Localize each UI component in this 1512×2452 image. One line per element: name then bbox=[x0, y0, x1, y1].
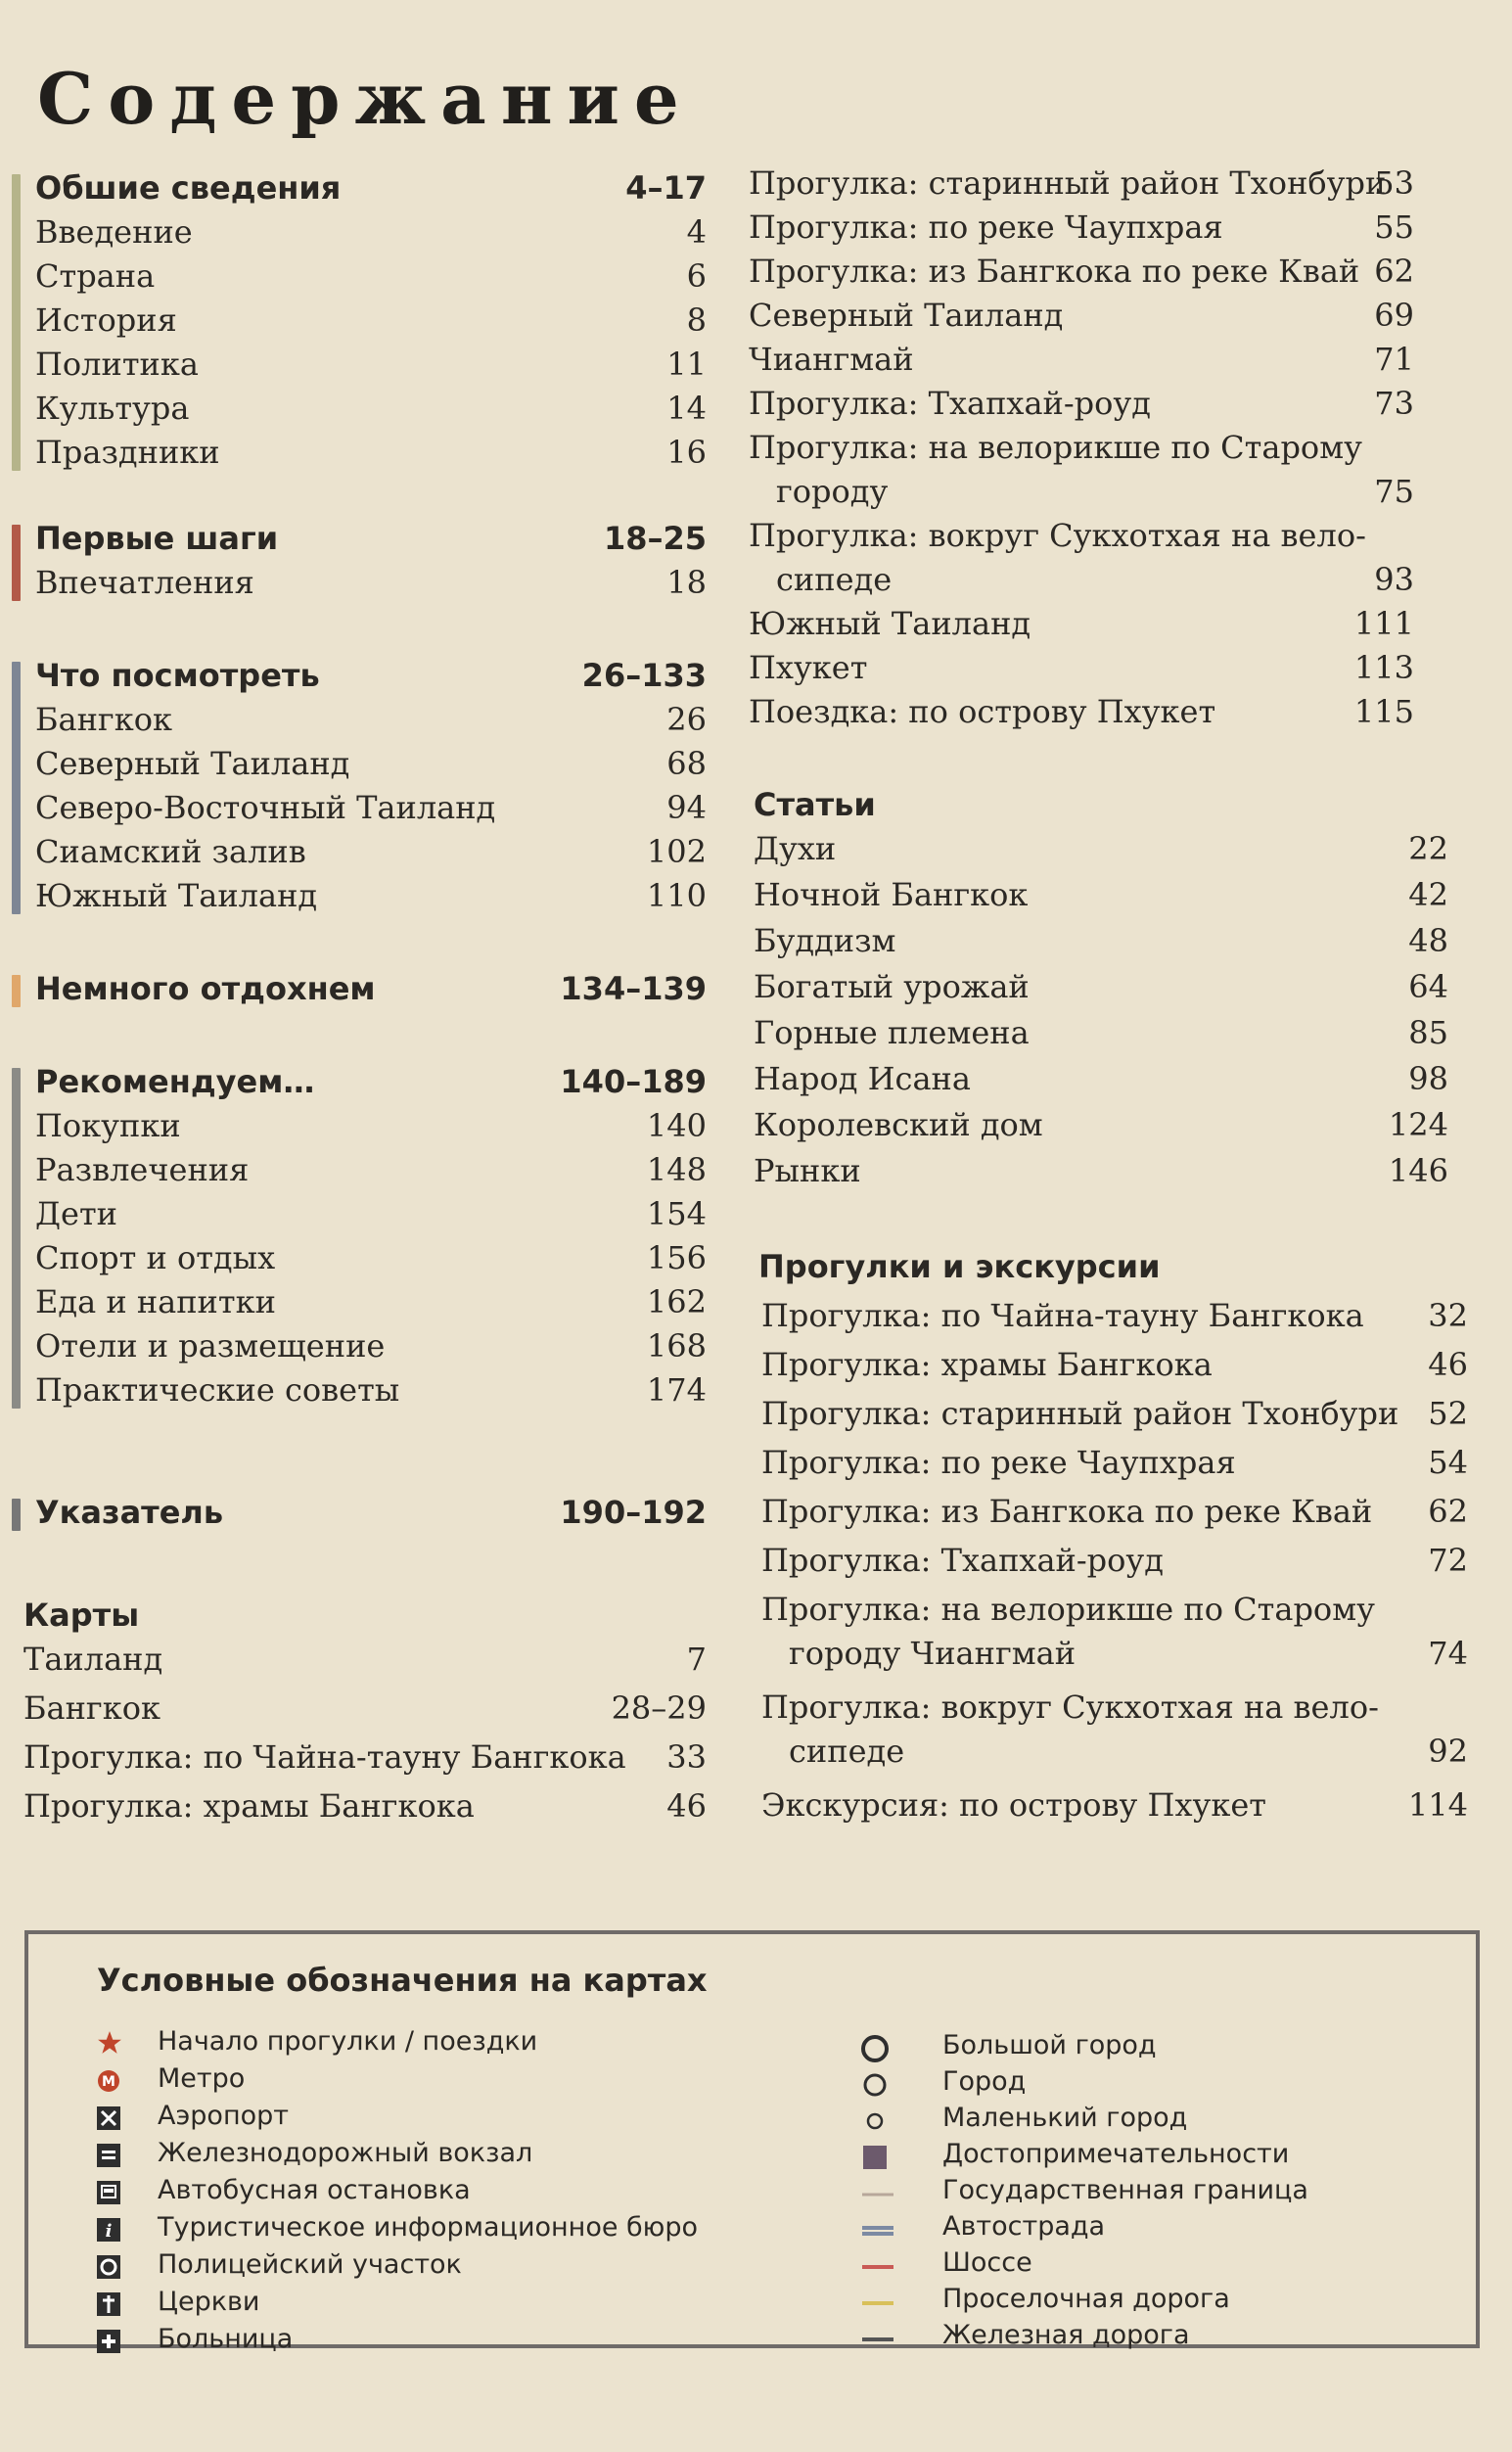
map-item-title: Прогулка: по Чайна-тауну Бангкока bbox=[23, 1738, 626, 1776]
toc-item bbox=[35, 874, 707, 918]
toc-item-page: 68 bbox=[666, 745, 707, 782]
walk-item-page: 54 bbox=[1428, 1444, 1468, 1481]
toc-item bbox=[35, 254, 707, 299]
toc-item bbox=[749, 646, 1414, 690]
toc-item-page: 174 bbox=[646, 1371, 707, 1409]
walk-item bbox=[761, 1392, 1468, 1436]
road-line-icon bbox=[860, 2251, 884, 2275]
toc-item-title: Страна bbox=[35, 257, 156, 295]
toc-item-page: 168 bbox=[646, 1327, 707, 1365]
section-heading-index-title: Указатель bbox=[35, 1494, 224, 1531]
article-item bbox=[754, 1103, 1448, 1147]
article-item-title: Рынки bbox=[754, 1152, 861, 1189]
legend-label: Начало прогулки / поездки bbox=[158, 2026, 538, 2057]
legend-label: Полицейский участок bbox=[158, 2249, 462, 2280]
walk-item-page: 92 bbox=[1428, 1733, 1468, 1770]
legend-label: Железная дорога bbox=[942, 2320, 1190, 2350]
section-heading-relax bbox=[35, 967, 707, 1011]
map-item-page: 7 bbox=[686, 1641, 707, 1678]
legend-label: Город bbox=[942, 2066, 1027, 2097]
toc-item-title-cont: городу bbox=[776, 473, 889, 510]
article-item-title: Богатый урожай bbox=[754, 968, 1030, 1005]
section-heading-recommend-page: 140–189 bbox=[560, 1063, 707, 1100]
walks-heading-title: Прогулки и экскурсии bbox=[758, 1248, 1161, 1285]
toc-item-title: Северо-Восточный Таиланд bbox=[35, 789, 496, 826]
toc-item-title: Прогулка: по реке Чаупхрая bbox=[749, 208, 1223, 246]
legend-label: Проселочная дорога bbox=[942, 2284, 1230, 2314]
walk-item-page: 62 bbox=[1428, 1493, 1468, 1530]
toc-item-page: 8 bbox=[686, 301, 707, 339]
maps-heading-title: Карты bbox=[23, 1596, 140, 1634]
toc-item bbox=[35, 1148, 707, 1192]
map-item bbox=[23, 1784, 707, 1828]
svg-text:i: i bbox=[105, 2221, 113, 2242]
toc-item-title: Северный Таиланд bbox=[35, 745, 350, 782]
toc-item bbox=[35, 786, 707, 830]
toc-item-cont bbox=[749, 470, 1414, 514]
map-item bbox=[23, 1687, 707, 1731]
toc-item-page: 55 bbox=[1374, 208, 1414, 246]
toc-item-page: 73 bbox=[1374, 385, 1414, 422]
country-road-line-icon bbox=[860, 2288, 884, 2311]
small-city-icon bbox=[860, 2106, 884, 2130]
section-heading-see bbox=[35, 654, 707, 698]
toc-item-title: Отели и размещение bbox=[35, 1327, 386, 1365]
map-item-title: Прогулка: храмы Бангкока bbox=[23, 1787, 475, 1825]
toc-item bbox=[35, 742, 707, 786]
toc-item-page: 93 bbox=[1374, 561, 1414, 598]
map-item bbox=[23, 1735, 707, 1780]
page-title: Содержание bbox=[37, 57, 694, 140]
map-item-page: 33 bbox=[666, 1738, 707, 1776]
map-item-page: 46 bbox=[666, 1787, 707, 1825]
hospital-icon bbox=[97, 2328, 120, 2351]
walk-item-title: Экскурсия: по острову Пхукет bbox=[761, 1786, 1266, 1824]
border-line-icon bbox=[860, 2179, 884, 2202]
toc-item-title-cont: сипеде bbox=[776, 561, 893, 598]
toc-item bbox=[35, 830, 707, 874]
map-item-title: Таиланд bbox=[23, 1641, 163, 1678]
article-item-page: 124 bbox=[1388, 1106, 1448, 1143]
toc-item-title: Практические советы bbox=[35, 1371, 400, 1409]
article-item-page: 85 bbox=[1408, 1014, 1448, 1051]
toc-item-page: 69 bbox=[1374, 297, 1414, 334]
highway-line-icon bbox=[860, 2215, 884, 2239]
toc-item-title: Культура bbox=[35, 390, 190, 427]
toc-item-page: 140 bbox=[646, 1107, 707, 1144]
section-heading-relax-page: 134–139 bbox=[560, 970, 707, 1007]
walk-item bbox=[761, 1294, 1468, 1338]
map-legend bbox=[24, 1930, 1480, 2354]
toc-item-page: 162 bbox=[646, 1283, 707, 1320]
toc-item-page: 6 bbox=[686, 257, 707, 295]
article-item-title: Народ Исана bbox=[754, 1060, 971, 1097]
legend-label: Туристическое информационное бюро bbox=[158, 2212, 699, 2243]
section-heading-general bbox=[35, 166, 707, 210]
walk-item bbox=[761, 1490, 1468, 1534]
toc-item-title: Покупки bbox=[35, 1107, 181, 1144]
toc-item-page: 148 bbox=[646, 1151, 707, 1188]
section-bar-general bbox=[12, 174, 21, 471]
toc-item-page: 16 bbox=[666, 434, 707, 471]
walk-item-page: 52 bbox=[1428, 1395, 1468, 1432]
toc-item-title: Прогулка: Тхапхай-роуд bbox=[749, 385, 1151, 422]
section-heading-index-page: 190–192 bbox=[560, 1494, 707, 1531]
article-item bbox=[754, 965, 1448, 1009]
toc-item-page: 11 bbox=[666, 346, 707, 383]
section-heading-recommend-title: Рекомендуем… bbox=[35, 1063, 315, 1100]
section-heading-first-steps-title: Первые шаги bbox=[35, 520, 279, 557]
maps-heading bbox=[23, 1594, 707, 1638]
walk-item-cont bbox=[761, 1730, 1468, 1774]
toc-item-title: Чиангмай bbox=[749, 341, 914, 378]
toc-item-title: Развлечения bbox=[35, 1151, 250, 1188]
walk-item bbox=[761, 1343, 1468, 1387]
article-item bbox=[754, 873, 1448, 917]
walk-item-title-cont: городу Чиангмай bbox=[789, 1635, 1077, 1672]
walk-item bbox=[761, 1539, 1468, 1583]
star-icon bbox=[97, 2030, 120, 2054]
article-item-title: Горные племена bbox=[754, 1014, 1030, 1051]
toc-item bbox=[35, 299, 707, 343]
map-item-page: 28–29 bbox=[611, 1689, 707, 1727]
walk-item-cont bbox=[761, 1632, 1468, 1676]
walk-item-page: 32 bbox=[1428, 1297, 1468, 1334]
section-heading-recommend bbox=[35, 1060, 707, 1104]
toc-item-page: 102 bbox=[646, 833, 707, 870]
toc-item bbox=[35, 698, 707, 742]
legend-label: Автобусная остановка bbox=[158, 2175, 471, 2205]
section-bar-first-steps bbox=[12, 525, 21, 601]
toc-item bbox=[749, 206, 1414, 250]
section-heading-general-page: 4–17 bbox=[625, 169, 707, 207]
toc-item-title: История bbox=[35, 301, 177, 339]
sight-icon bbox=[860, 2143, 884, 2166]
info-icon bbox=[97, 2216, 120, 2240]
toc-item-title: Бангкок bbox=[35, 701, 172, 738]
toc-item bbox=[749, 162, 1414, 206]
section-heading-see-title: Что посмотреть bbox=[35, 657, 320, 694]
toc-item-title: Прогулка: старинный район Тхонбури bbox=[749, 164, 1387, 202]
metro-icon bbox=[97, 2067, 120, 2091]
walk-item bbox=[761, 1441, 1468, 1485]
walk-item bbox=[761, 1783, 1468, 1827]
city-icon bbox=[860, 2070, 884, 2094]
legend-label: Шоссе bbox=[942, 2247, 1032, 2278]
legend-label: Маленький город bbox=[942, 2103, 1188, 2133]
toc-item-page: 18 bbox=[666, 564, 707, 601]
section-heading-relax-title: Немного отдохнем bbox=[35, 970, 376, 1007]
railway-line-icon bbox=[860, 2324, 884, 2347]
map-item-title: Бангкок bbox=[23, 1689, 160, 1727]
walk-item-title: Прогулка: по Чайна-тауну Бангкока bbox=[761, 1297, 1364, 1334]
toc-item-page: 75 bbox=[1374, 473, 1414, 510]
walk-item-page: 114 bbox=[1407, 1786, 1468, 1824]
toc-item bbox=[749, 250, 1414, 294]
toc-item bbox=[35, 1368, 707, 1412]
toc-item-title: Дети bbox=[35, 1195, 117, 1232]
toc-item-page: 62 bbox=[1374, 253, 1414, 290]
toc-item-page: 14 bbox=[666, 390, 707, 427]
toc-item-title: Прогулка: из Бангкока по реке Квай bbox=[749, 253, 1360, 290]
toc-item-title: Северный Таиланд bbox=[749, 297, 1064, 334]
article-item-page: 42 bbox=[1408, 876, 1448, 913]
toc-item-title: Праздники bbox=[35, 434, 220, 471]
section-bar-see bbox=[12, 662, 21, 914]
walk-item-title: Прогулка: храмы Бангкока bbox=[761, 1346, 1213, 1383]
airport-icon bbox=[97, 2105, 120, 2128]
walk-item-title: Прогулка: Тхапхай-роуд bbox=[761, 1542, 1164, 1579]
article-item-title: Духи bbox=[754, 830, 837, 867]
toc-item bbox=[35, 1104, 707, 1148]
article-item bbox=[754, 1149, 1448, 1193]
walk-item-page: 74 bbox=[1428, 1635, 1468, 1672]
bus-stop-icon bbox=[97, 2179, 120, 2202]
toc-item-title: Еда и напитки bbox=[35, 1283, 276, 1320]
article-item-page: 146 bbox=[1388, 1152, 1448, 1189]
toc-item-title: Прогулка: на велорикше по Старому bbox=[749, 429, 1362, 466]
section-heading-index bbox=[35, 1491, 707, 1535]
toc-item-title: Южный Таиланд bbox=[749, 605, 1031, 642]
toc-item-title: Впечатления bbox=[35, 564, 254, 601]
walk-item-page: 46 bbox=[1428, 1346, 1468, 1383]
walk-item-title: Прогулка: по реке Чаупхрая bbox=[761, 1444, 1236, 1481]
legend-label: Большой город bbox=[942, 2030, 1157, 2060]
articles-heading bbox=[754, 783, 1439, 827]
section-heading-see-page: 26–133 bbox=[581, 657, 707, 694]
toc-item bbox=[749, 514, 1414, 558]
legend-label: Аэропорт bbox=[158, 2101, 289, 2131]
walk-item-title: Прогулка: из Бангкока по реке Квай bbox=[761, 1493, 1373, 1530]
toc-item-page: 111 bbox=[1353, 605, 1414, 642]
toc-item-title: Пхукет bbox=[749, 649, 868, 686]
toc-item-page: 94 bbox=[666, 789, 707, 826]
walk-item-title: Прогулка: вокруг Сукхотхая на вело- bbox=[761, 1689, 1379, 1726]
section-bar-relax bbox=[12, 975, 21, 1007]
section-heading-general-title: Обшие сведения bbox=[35, 169, 342, 207]
big-city-icon bbox=[860, 2034, 884, 2058]
map-item bbox=[23, 1638, 707, 1682]
toc-item-cont bbox=[749, 558, 1414, 602]
walk-item-title-cont: сипеде bbox=[789, 1733, 905, 1770]
toc-item bbox=[35, 387, 707, 431]
toc-item bbox=[35, 210, 707, 254]
toc-item-page: 154 bbox=[646, 1195, 707, 1232]
article-item-page: 22 bbox=[1408, 830, 1448, 867]
walk-item bbox=[761, 1686, 1468, 1730]
toc-item-page: 113 bbox=[1353, 649, 1414, 686]
article-item-page: 98 bbox=[1408, 1060, 1448, 1097]
section-heading-first-steps bbox=[35, 517, 707, 561]
article-item-page: 48 bbox=[1408, 922, 1448, 959]
walk-item-page: 72 bbox=[1428, 1542, 1468, 1579]
toc-item-title: Прогулка: вокруг Сукхотхая на вело- bbox=[749, 517, 1366, 554]
toc-item bbox=[749, 382, 1414, 426]
article-item-title: Буддизм bbox=[754, 922, 896, 959]
church-icon bbox=[97, 2290, 120, 2314]
toc-item bbox=[35, 431, 707, 475]
article-item-title: Королевский дом bbox=[754, 1106, 1043, 1143]
walk-item bbox=[761, 1588, 1468, 1632]
toc-item-page: 26 bbox=[666, 701, 707, 738]
toc-item-page: 156 bbox=[646, 1239, 707, 1276]
article-item bbox=[754, 919, 1448, 963]
legend-label: Автострада bbox=[942, 2211, 1106, 2242]
toc-item-page: 53 bbox=[1374, 164, 1414, 202]
legend-title: Условные обозначения на картах bbox=[97, 1962, 708, 1999]
section-heading-first-steps-page: 18–25 bbox=[603, 520, 707, 557]
legend-label: Церкви bbox=[158, 2287, 260, 2317]
toc-item-page: 110 bbox=[646, 877, 707, 914]
walk-item-title: Прогулка: на велорикше по Старому bbox=[761, 1591, 1375, 1628]
legend-label: Государственная граница bbox=[942, 2175, 1308, 2205]
legend-label: Железнодорожный вокзал bbox=[158, 2138, 533, 2168]
section-bar-index bbox=[12, 1499, 21, 1531]
police-icon bbox=[97, 2253, 120, 2277]
toc-item-title: Сиамский залив bbox=[35, 833, 306, 870]
articles-heading-title: Статьи bbox=[754, 786, 876, 823]
toc-item bbox=[35, 1324, 707, 1368]
article-item bbox=[754, 1011, 1448, 1055]
walks-heading bbox=[758, 1245, 1463, 1289]
section-bar-recommend bbox=[12, 1068, 21, 1409]
article-item-page: 64 bbox=[1408, 968, 1448, 1005]
toc-item bbox=[749, 294, 1414, 338]
toc-item bbox=[749, 602, 1414, 646]
article-item bbox=[754, 1057, 1448, 1101]
svg-text:M: M bbox=[102, 2074, 115, 2090]
legend-label: Больница bbox=[158, 2324, 294, 2354]
toc-item-title: Поездка: по острову Пхукет bbox=[749, 693, 1216, 730]
toc-item-page: 4 bbox=[686, 213, 707, 251]
toc-item-page: 115 bbox=[1353, 693, 1414, 730]
toc-item bbox=[35, 561, 707, 605]
toc-item bbox=[35, 1192, 707, 1236]
toc-item bbox=[35, 343, 707, 387]
toc-item bbox=[749, 690, 1414, 734]
legend-label: Метро bbox=[158, 2063, 246, 2094]
train-station-icon bbox=[97, 2142, 120, 2165]
walk-item-title: Прогулка: старинный район Тхонбури bbox=[761, 1395, 1399, 1432]
toc-item bbox=[35, 1280, 707, 1324]
article-item-title: Ночной Бангкок bbox=[754, 876, 1029, 913]
toc-item bbox=[35, 1236, 707, 1280]
toc-item bbox=[749, 426, 1414, 470]
toc-item-title: Введение bbox=[35, 213, 193, 251]
toc-item-title: Южный Таиланд bbox=[35, 877, 318, 914]
toc-item-page: 71 bbox=[1374, 341, 1414, 378]
toc-item bbox=[749, 338, 1414, 382]
toc-item-title: Спорт и отдых bbox=[35, 1239, 276, 1276]
legend-label: Достопримечательности bbox=[942, 2139, 1290, 2169]
toc-item-title: Политика bbox=[35, 346, 199, 383]
article-item bbox=[754, 827, 1448, 871]
